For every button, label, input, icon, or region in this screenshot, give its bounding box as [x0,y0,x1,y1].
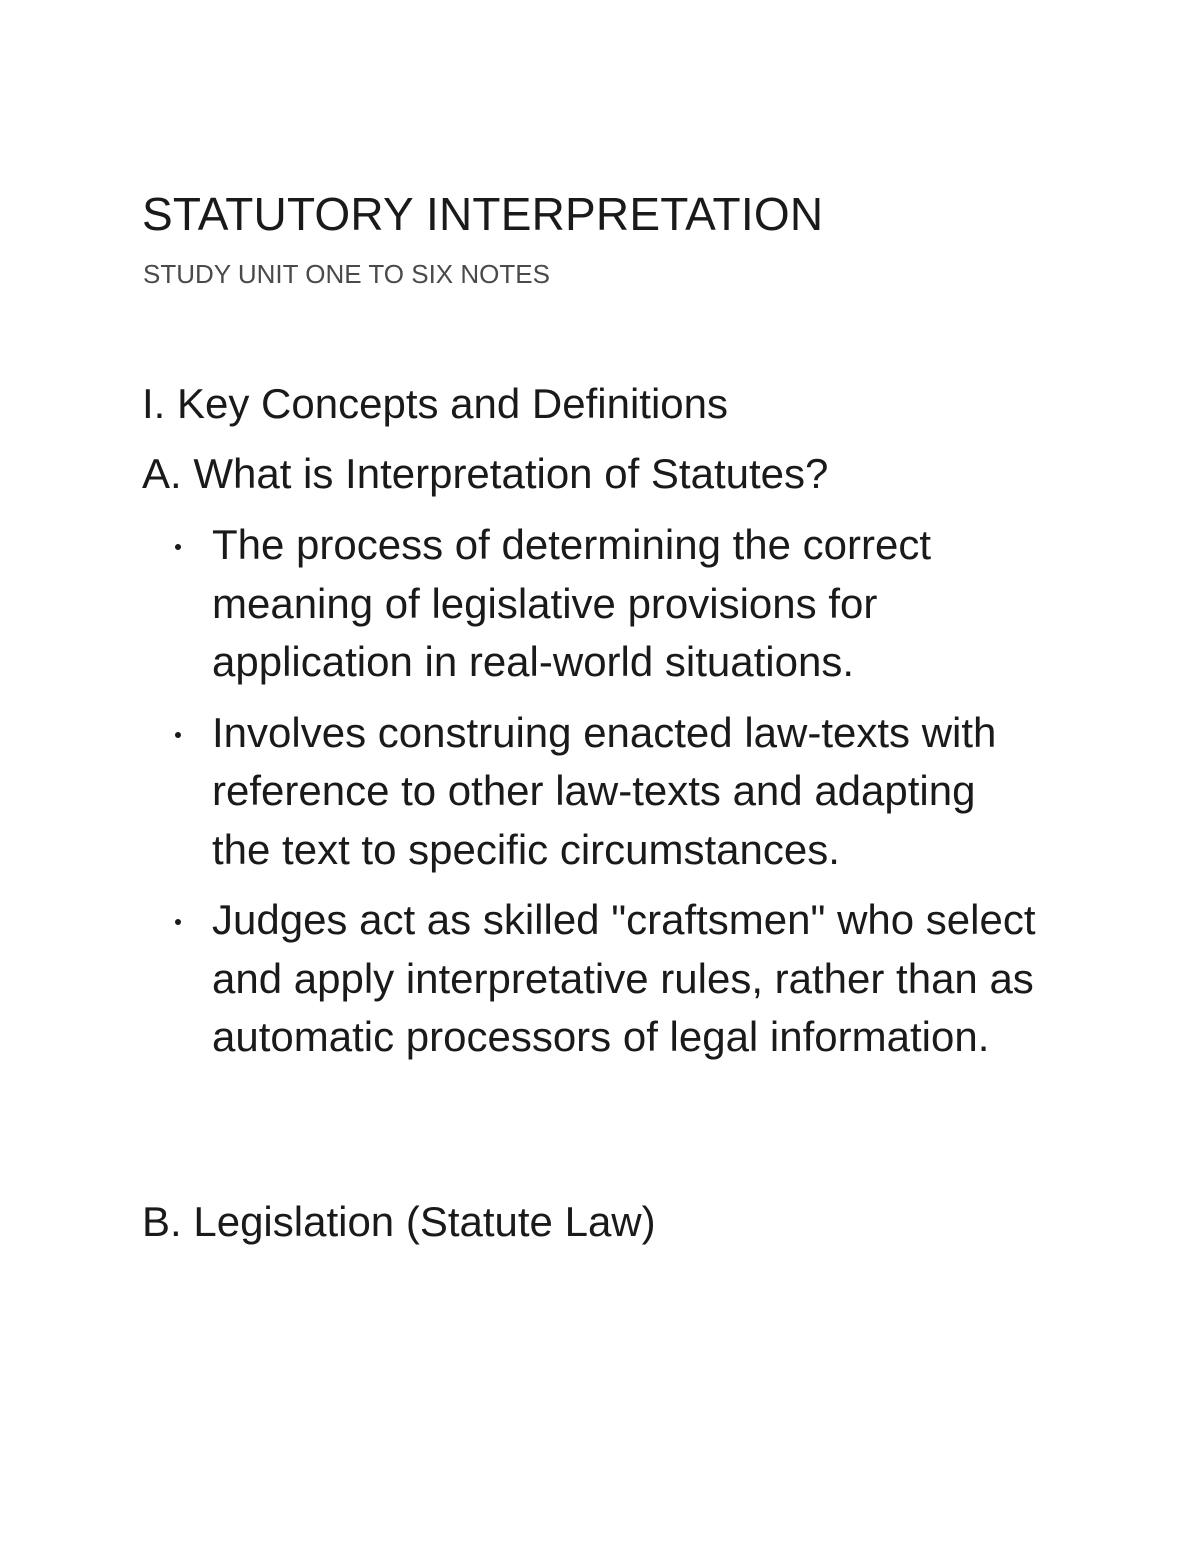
list-item [142,891,1042,1067]
bullet-text: The process of determining the correct meaning of legislative provisions for application in real-world situations. [212,521,932,685]
subsection-heading-legislation: B. Legislation (Statute Law) [142,1198,656,1245]
bullet-list [142,516,1042,1079]
bullet-icon [175,732,181,738]
bullet-icon [175,544,181,550]
bullet-text: Judges act as skilled "craftsmen" who select and apply interpretative rules, rather than as automatic processors of legal information. [212,896,1036,1060]
subsection-heading-interpretation: A. What is Interpretation of Statutes? [142,450,829,497]
section-heading-key-concepts: I. Key Concepts and Definitions [142,380,728,427]
bullet-text: Involves construing enacted law-texts with reference to other law-texts and adapting the text to specific circumstances. [212,708,997,873]
list-item [142,516,1042,692]
bullet-icon [175,919,181,925]
document-title: STATUTORY INTERPRETATION [142,188,824,240]
document-subtitle: STUDY UNIT ONE TO SIX NOTES [143,259,550,289]
list-item [142,704,1042,880]
